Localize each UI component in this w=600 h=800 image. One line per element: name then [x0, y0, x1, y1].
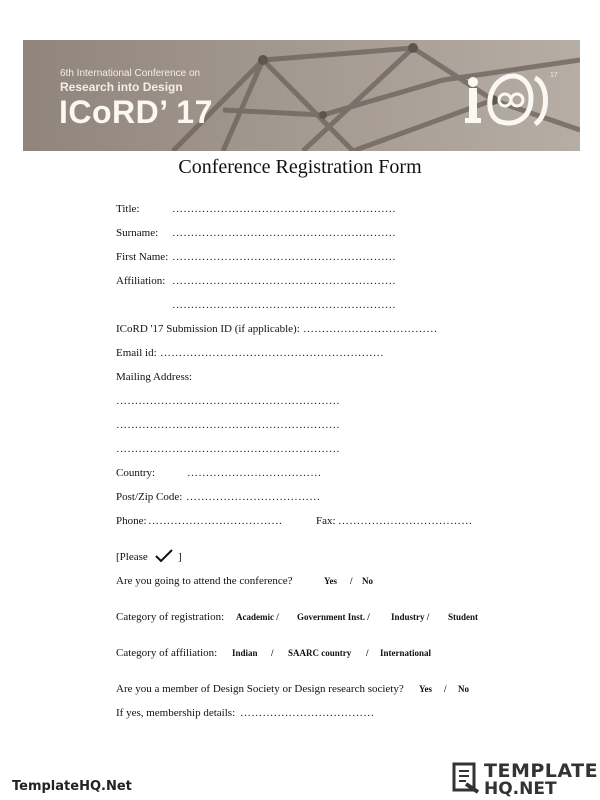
first-name-field[interactable]: …………………………………………………… — [172, 251, 396, 263]
fax-field[interactable]: ……………………………… — [338, 515, 473, 527]
title-label: Title: — [116, 203, 140, 215]
title-field[interactable]: …………………………………………………… — [172, 203, 396, 215]
membership-details-field[interactable]: ……………………………… — [240, 707, 375, 719]
category-affiliation-label: Category of affiliation: — [116, 647, 218, 659]
conference-subtitle: Research into Design — [60, 80, 183, 94]
conference-banner — [23, 40, 580, 151]
watermark-hq-text: HQ.NET — [484, 779, 557, 799]
affiliation-field-line2[interactable]: …………………………………………………… — [172, 299, 396, 311]
country-field[interactable]: ……………………………… — [187, 467, 322, 479]
submission-id-field[interactable]: ……………………………… — [303, 323, 438, 335]
affiliation-saarc-option[interactable]: SAARC country — [288, 648, 352, 658]
attend-question: Are you going to attend the conference? — [116, 575, 293, 587]
affiliation-field-line1[interactable]: …………………………………………………… — [172, 275, 396, 287]
first-name-label: First Name: — [116, 251, 169, 263]
member-no-option[interactable]: No — [458, 684, 469, 694]
checkmark-icon — [154, 548, 174, 564]
document-icon — [452, 762, 482, 796]
postcode-field[interactable]: ……………………………… — [186, 491, 321, 503]
affiliation-separator-2: / — [366, 648, 369, 658]
affiliation-international-option[interactable]: International — [380, 648, 432, 658]
category-registration-label: Category of registration: — [116, 611, 225, 623]
attend-yes-option[interactable]: Yes — [324, 576, 337, 586]
logo-year: 17 — [550, 72, 558, 79]
mailing-address-line2[interactable]: …………………………………………………… — [116, 419, 340, 431]
affiliation-separator-1: / — [271, 648, 274, 658]
mailing-address-line1[interactable]: …………………………………………………… — [116, 395, 340, 407]
mailing-address-line3[interactable]: …………………………………………………… — [116, 443, 340, 455]
icord-logo-icon — [461, 70, 551, 130]
member-separator: / — [444, 684, 447, 694]
please-tick-suffix: ] — [178, 551, 182, 563]
attend-no-option[interactable]: No — [362, 576, 373, 586]
membership-details-label: If yes, membership details: — [116, 707, 236, 719]
registration-industry-option[interactable]: Industry / — [391, 612, 430, 622]
registration-government-option[interactable]: Government Inst. / — [297, 612, 370, 622]
surname-field[interactable]: …………………………………………………… — [172, 227, 396, 239]
registration-academic-option[interactable]: Academic / — [236, 612, 279, 622]
please-tick-prefix: [Please — [116, 551, 148, 563]
submission-id-label: ICoRD '17 Submission ID (if applicable): — [116, 323, 300, 335]
watermark-left: TemplateHQ.Net — [12, 779, 132, 794]
phone-label: Phone: — [116, 515, 147, 527]
attend-separator: / — [350, 576, 353, 586]
conference-edition: 6th International Conference on — [60, 68, 201, 79]
phone-field[interactable]: ……………………………… — [148, 515, 283, 527]
conference-name: ICoRD’ 17 — [59, 94, 213, 130]
surname-label: Surname: — [116, 227, 159, 239]
mailing-address-label: Mailing Address: — [116, 371, 193, 383]
fax-label: Fax: — [316, 515, 336, 527]
member-question: Are you a member of Design Society or Design research society? — [116, 683, 404, 695]
registration-student-option[interactable]: Student — [448, 612, 479, 622]
email-field[interactable]: …………………………………………………… — [160, 347, 384, 359]
member-yes-option[interactable]: Yes — [419, 684, 432, 694]
email-label: Email id: — [116, 347, 157, 359]
watermark-template-text: TEMPLATE — [484, 760, 599, 782]
form-title: Conference Registration Form — [178, 156, 422, 178]
affiliation-label: Affiliation: — [116, 275, 166, 287]
country-label: Country: — [116, 467, 156, 479]
affiliation-indian-option[interactable]: Indian — [232, 648, 258, 658]
postcode-label: Post/Zip Code: — [116, 491, 183, 503]
